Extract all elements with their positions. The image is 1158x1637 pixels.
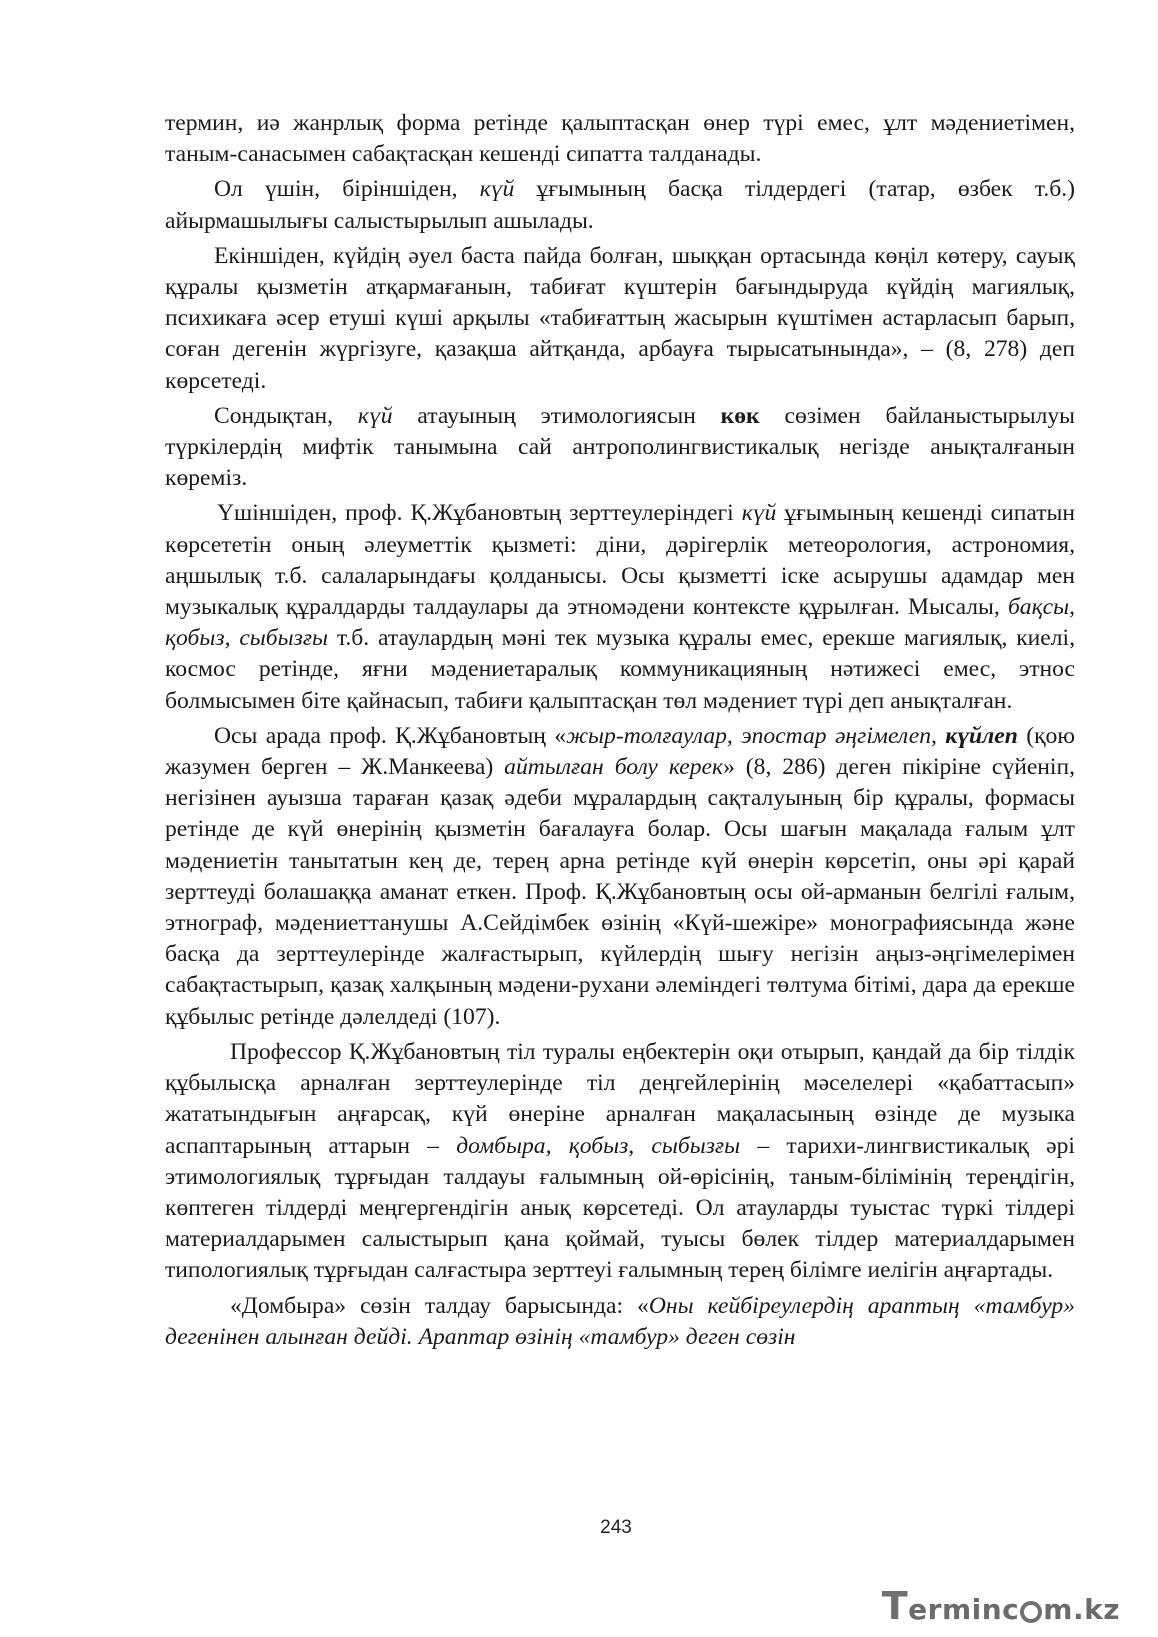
paragraph-4: [165, 401, 1075, 495]
paragraph-5-text-a: Үшіншіден, проф. Қ.Жұбановтың зерттеулеріндегі: [217, 500, 742, 527]
paragraph-7-text-a: Профессор Қ.Жұбановтың тіл туралы еңбектерін оқи отырып, қандай да бір тілдік құбылысқа арналған зерттеулерінде тіл деңгейлерінің мәселелері «қабаттасып» жататындығын аңғарсақ, күй өнеріне арналған мақаласының өзінде де музыка аспаптарының аттарын –: [165, 1038, 1075, 1159]
paragraph-1-text: термин, иә жанрлық форма ретінде қалыптасқан өнер түрі емес, ұлт мәдениетімен, таным-санасымен сабақтасқан кешенді сипатта талданады.: [165, 110, 1075, 168]
paragraph-4-text-e: сөзімен байланыстырылуы түркілердің мифтік танымына сай антрополингвистикалық негізде анықталғанын көреміз.: [165, 402, 1075, 492]
paragraph-6-text-f: » (8, 286) деген пікіріне сүйеніп, негізінен ауызша тараған қазақ әдеби мұралардың сақталуының бір құралы, формасы ретінде де күй өнерінің қызметін бағалауға болар. Осы шағын мақалада ғалым ұлт мәдениетін танытатын кең де, терең арна ретінде күй өнерін көрсетіп, оны әрі қарай зерттеуді болашаққа аманат еткен. Проф. Қ.Жұбановтың осы ой-арманын белгілі ғалым, этнограф, мәдениеттанушы А.Сейдімбек өзінің «Күй-шежіре» монографиясында және басқа да зерттеулерінде жалғастырып, күйлердің шығу негізін аңыз-әңгімелерімен сабақтастырып, қазақ халқының мәдени-рухани әлеміндегі төлтума бітімі, дара да ерекше құбылыс ретінде дәлелдеді (107).: [165, 754, 1075, 1030]
paragraph-2-text-c: ұғымының басқа тілдердегі (татар, өзбек т.б.) айырмашылығы салыстырылып ашылады.: [165, 176, 1075, 234]
watermark-text-2: m.kz: [1043, 1593, 1120, 1626]
paragraph-1: [165, 108, 1075, 170]
watermark-circle-icon: [1020, 1601, 1042, 1623]
termincom-watermark-logo: [882, 1584, 1120, 1628]
paragraph-8: [165, 1291, 1075, 1353]
paragraph-6-bold-term: күйлеп: [945, 722, 1018, 749]
paragraph-4-bold-term: көк: [720, 402, 760, 429]
paragraph-4-text-a: Сондықтан,: [214, 402, 358, 429]
paragraph-6-quote: жыр-толғаулар, эпостар әңгімелеп,: [566, 722, 946, 749]
watermark-initial: T: [881, 1584, 909, 1628]
paragraph-5: [165, 498, 1075, 716]
page-number: 243: [600, 1517, 632, 1538]
paragraph-7: [165, 1037, 1075, 1287]
paragraph-5-examples: бақсы, қобыз, сыбызғы: [165, 594, 1075, 652]
watermark-text-1: erminc: [908, 1593, 1020, 1626]
paragraph-2-term: күй: [479, 176, 515, 203]
paragraph-5-text-c: ұғымының кешенді сипатын көрсететін оның әлеуметтік қызметі: діни, дәрігерлік метеорология, астрономия, аңшылық т.б. салаларындағы қолданысы. Осы қызметті іске асырушы адамдар мен музыкалық құралдарды талдаулары да этномәдени контексте құрылған. Мысалы,: [165, 500, 1075, 621]
paragraph-2-text-a: Ол үшін, біріншіден,: [214, 176, 480, 203]
paragraph-7-text-c: – тарихи-лингвистикалық әрі этимологиялық тұрғыдан талдауы ғалымның ой-өрісінің, таным-білімінің тереңдігін, көптеген тілдерді меңгергендігін анық көрсетеді. Ол атауларды туыстас түркі тілдері материалдарымен салыстырып қана қоймай, туысы бөлек тілдер материалдарымен типологиялық тұрғыдан салғастыра зерттеуі ғалымның терең білімге иелігін аңғартады.: [165, 1132, 1075, 1284]
paragraph-5-term: күй: [741, 500, 777, 527]
paragraph-8-quote: Оны кейбіреулердің араптың «тамбур» дегенінен алынған дейді. Араптар өзінің «тамбур» деген сөзін: [165, 1292, 1075, 1350]
paragraph-3-text: Екіншіден, күйдің әуел баста пайда болған, шыққан ортасында көңіл көтеру, сауық құралы қызметін атқармағанын, табиғат күштерін бағындыруда күйдің магиялық, психикаға әсер етуші күші арқылы «табиғаттың жасырын күштімен астарласып барып, соған дегенін жүргізуге, қазақша айтқанда, арбауға тырысатынында», – (8, 278) деп көрсетеді.: [165, 242, 1075, 394]
paragraph-6-text-a: Осы арада проф. Қ.Жұбановтың «: [214, 722, 567, 749]
paragraph-6-quote-end: айтылған болу керек: [504, 754, 724, 781]
page-body: [165, 108, 1075, 1353]
paragraph-6-text-d: (қою жазумен берген – Ж.Манкеева): [165, 722, 1075, 781]
paragraph-2: [165, 174, 1075, 236]
paragraph-4-text-c: атауының этимологиясын: [392, 402, 721, 429]
paragraph-5-text-e: т.б. атаулардың мәні тек музыка құралы емес, ерекше магиялық, киелі, космос ретінде, яғни мәдениетаралық коммуникацияның нәтижесі емес, этнос болмысымен біте қайнасып, табиғи қалыптасқан төл мәдениет түрі деп анықталған.: [165, 625, 1075, 714]
paragraph-7-instruments: домбыра, қобыз, сыбызғы: [456, 1132, 741, 1159]
paragraph-8-text-a: «Домбыра» сөзін талдау барысында: «: [230, 1292, 649, 1319]
paragraph-6: [165, 721, 1075, 1033]
paragraph-4-term: күй: [357, 402, 393, 429]
paragraph-3: [165, 241, 1075, 397]
